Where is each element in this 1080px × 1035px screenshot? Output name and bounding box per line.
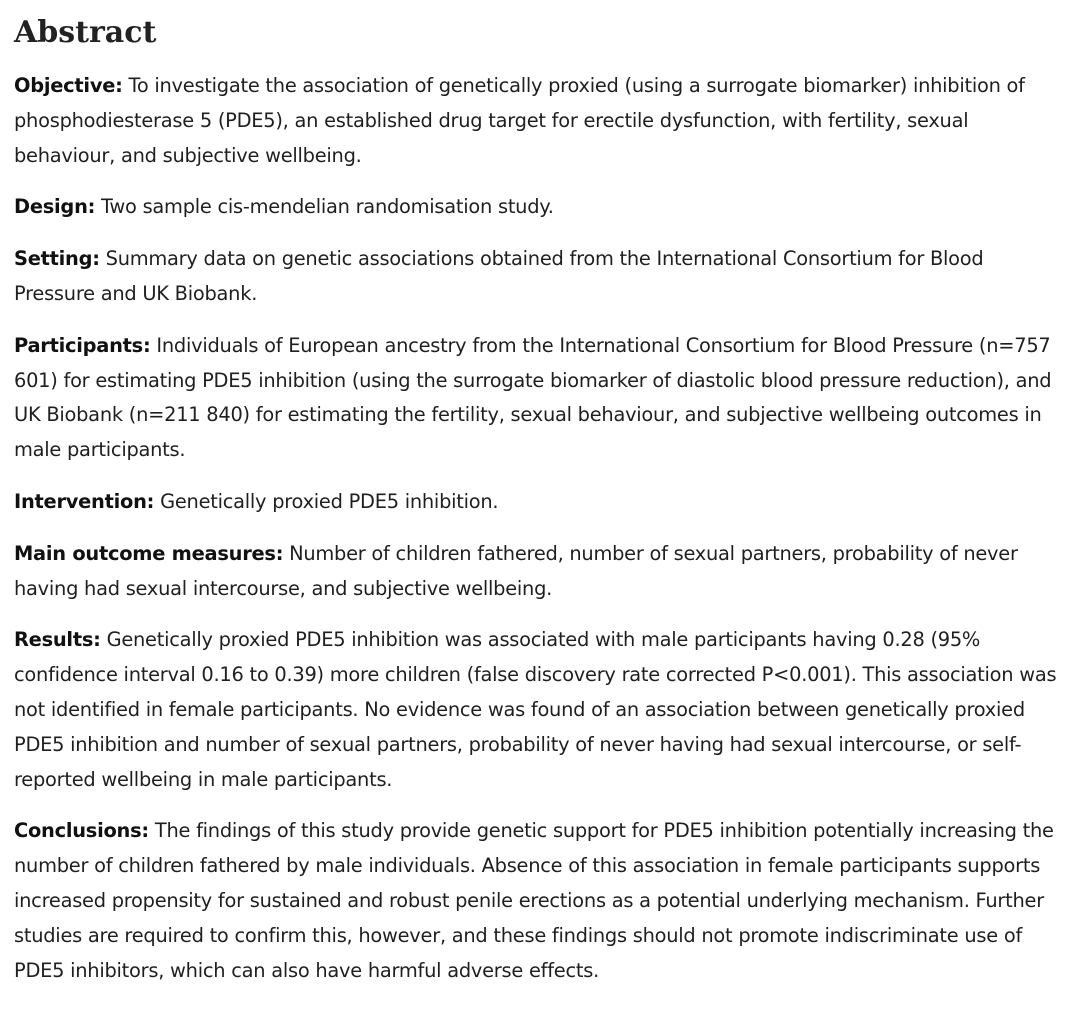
section-text: Genetically proxied PDE5 inhibition was associated with male participants having 0.28 (95% confidence interval 0.16 to 0.39) more children (false discovery rate corrected P<0.001). This association was not identified in female participants. No evidence was found of an association between genetically proxied PDE5 inhibition and number of sexual partners, probability of never having had sexual intercourse, or self-reported wellbeing in male participants.: [14, 628, 1057, 791]
section-text: To investigate the association of genetically proxied (using a surrogate biomarker) inhibition of phosphodiesterase 5 (PDE5), an established drug target for erectile dysfunction, with fertility, sexual behaviour, and subjective wellbeing.: [14, 74, 1025, 167]
section-text: Summary data on genetic associations obtained from the International Consortium for Blood Pressure and UK Biobank.: [14, 247, 984, 305]
section-label: Intervention:: [14, 489, 155, 513]
section-setting: [14, 242, 1064, 312]
section-design: [14, 190, 1064, 225]
section-label: Design:: [14, 195, 96, 219]
section-participants: [14, 329, 1064, 468]
page-title: Abstract: [14, 15, 157, 50]
section-text: Individuals of European ancestry from the International Consortium for Blood Pressure (n=757 601) for estimating PDE5 inhibition (using the surrogate biomarker of diastolic blood pressure reduction), and UK Biobank (n=211 840) for estimating the fertility, sexual behaviour, and subjective wellbeing outcomes in male participants.: [14, 333, 1052, 462]
section-main-outcome-measures: [14, 537, 1064, 607]
section-text: Genetically proxied PDE5 inhibition.: [160, 489, 499, 513]
section-label: Results:: [14, 628, 101, 652]
section-label: Participants:: [14, 333, 151, 357]
section-conclusions: [14, 814, 1064, 988]
section-label: Objective:: [14, 74, 123, 97]
section-label: Conclusions:: [14, 819, 149, 843]
section-results: [14, 623, 1064, 797]
section-text: The findings of this study provide genetic support for PDE5 inhibition potentially increasing the number of children fathered by male individuals. Absence of this association in female participants supports increased propensity for sustained and robust penile erections as a potential underlying mechanism. Further studies are required to confirm this, however, and these findings should not promote indiscriminate use of PDE5 inhibitors, which can also have harmful adverse effects.: [14, 819, 1054, 982]
section-text: Two sample cis-mendelian randomisation study.: [101, 195, 554, 219]
section-intervention: [14, 485, 1064, 520]
section-text: Number of children fathered, number of sexual partners, probability of never having had sexual intercourse, and subjective wellbeing.: [14, 541, 1018, 600]
section-objective: [14, 69, 1064, 173]
section-label: Setting:: [14, 247, 100, 271]
abstract-container: [14, 0, 1064, 988]
section-label: Main outcome measures:: [14, 541, 284, 565]
